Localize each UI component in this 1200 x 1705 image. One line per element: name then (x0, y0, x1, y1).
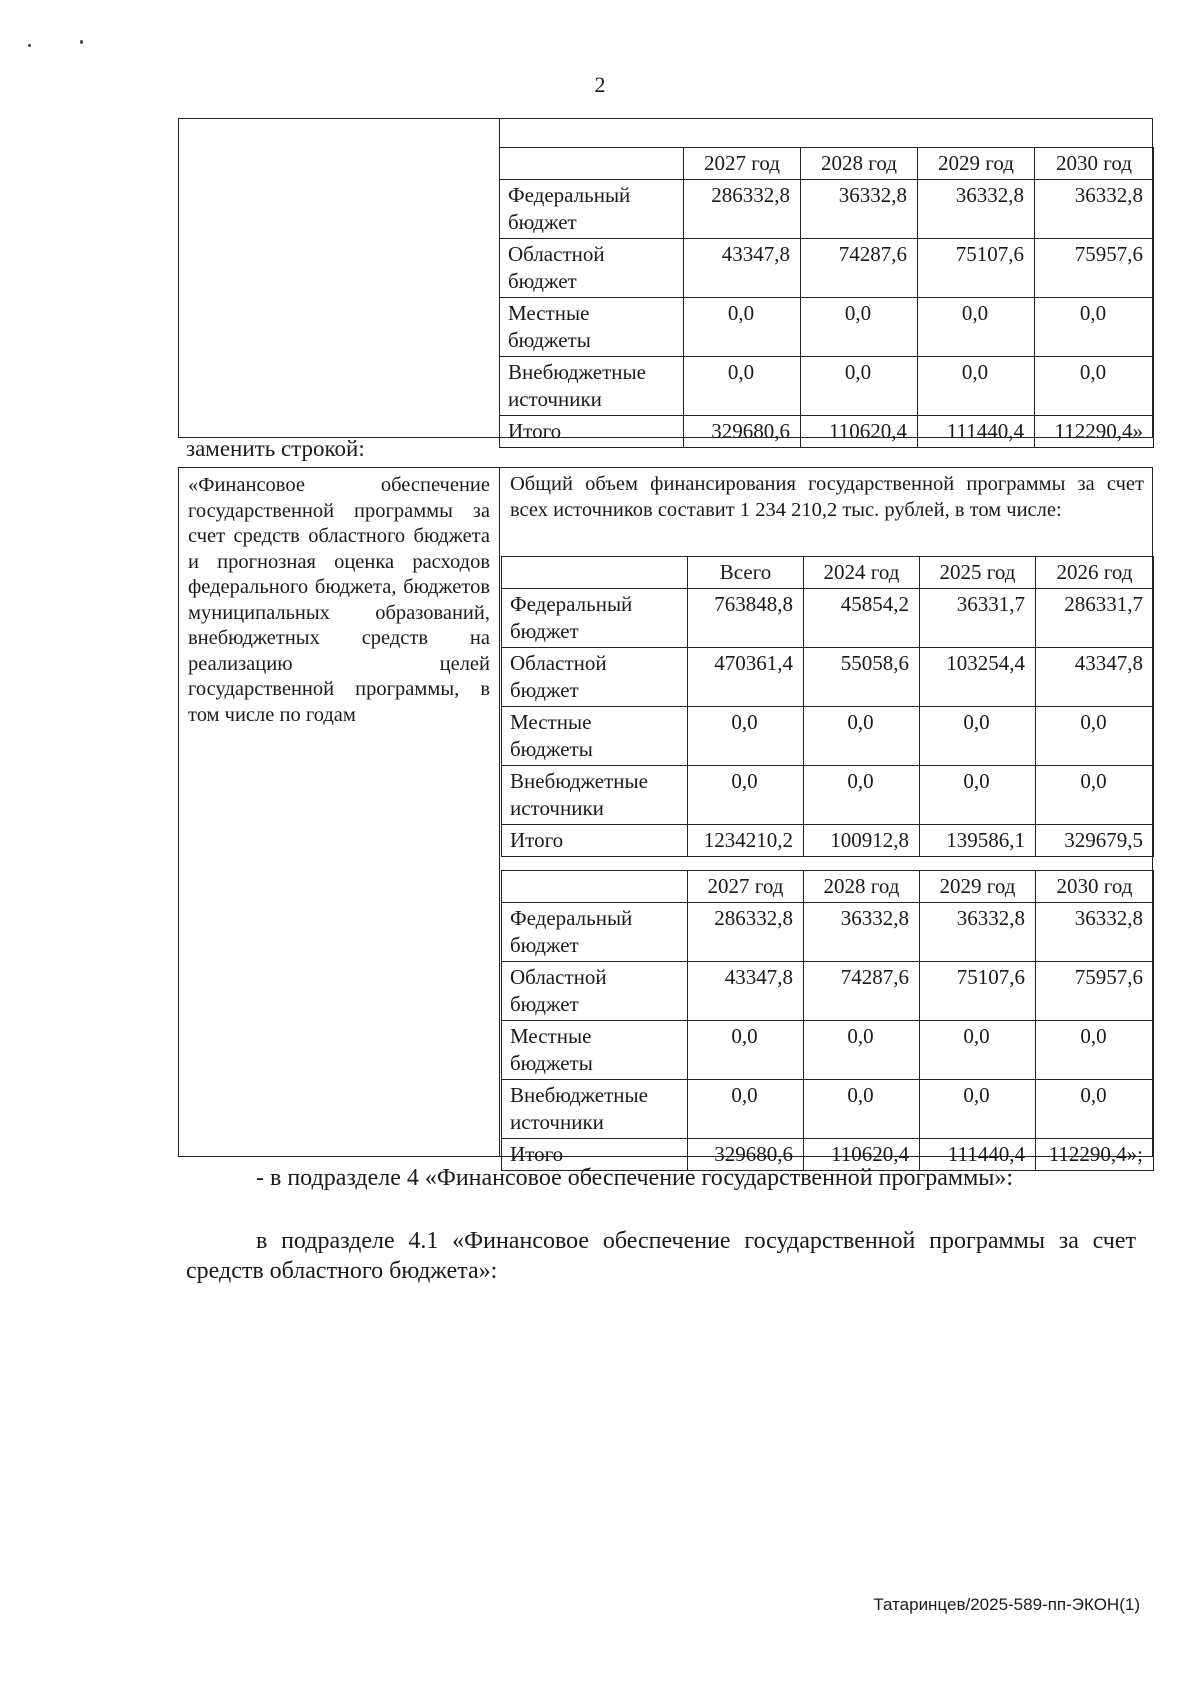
value-cell: 470361,4 (688, 648, 804, 707)
row-label: Местные бюджеты (500, 298, 684, 357)
page-number: 2 (594, 72, 606, 97)
value-cell: 74287,6 (804, 962, 920, 1021)
table-row-total (502, 825, 1154, 857)
row-label: Федеральный бюджет (500, 180, 684, 239)
column-header: 2025 год (920, 557, 1036, 589)
table-row (500, 180, 1154, 239)
value-cell: 111440,4 (918, 416, 1035, 448)
year-header: 2029 год (918, 148, 1035, 180)
value-cell: 0,0 (688, 1021, 804, 1080)
table-row (502, 589, 1154, 648)
value-cell: 43347,8 (688, 962, 804, 1021)
value-cell: 0,0 (804, 1080, 920, 1139)
table-header-row (502, 557, 1154, 589)
row-label: Местные бюджеты (502, 1021, 688, 1080)
value-cell: 36332,8 (1035, 180, 1154, 239)
value-cell: 36332,8 (801, 180, 918, 239)
value-cell: 0,0 (801, 298, 918, 357)
table-row (502, 766, 1154, 825)
new-row-divider (499, 467, 500, 1157)
year-header: 2030 год (1036, 871, 1154, 903)
value-cell: 36332,8 (920, 903, 1036, 962)
value-cell: 36331,7 (920, 589, 1036, 648)
row-label: Итого (502, 825, 688, 857)
column-header: Всего (688, 557, 804, 589)
column-header: 2024 год (804, 557, 920, 589)
value-cell: 0,0 (1036, 707, 1154, 766)
new-row-intro-text: Общий объем финансирования государственной программы за счет всех источников составит 1 234 210,2 тыс. рублей, в том числе: (510, 473, 1144, 521)
value-cell: 103254,4 (920, 648, 1036, 707)
value-cell: 329679,5 (1036, 825, 1154, 857)
top-financing-table (499, 147, 1154, 448)
empty-header-cell (500, 148, 684, 180)
value-cell: 43347,8 (684, 239, 801, 298)
paragraph-subsection-4-1 (186, 1226, 1136, 1286)
scan-speck (28, 44, 31, 47)
row-label: Итого (502, 1139, 688, 1171)
year-header: 2027 год (684, 148, 801, 180)
value-cell: 112290,4»; (1036, 1139, 1154, 1171)
table-row (502, 903, 1154, 962)
value-cell: 0,0 (1036, 1080, 1154, 1139)
value-cell: 763848,8 (688, 589, 804, 648)
row-label: Внебюджетные источники (502, 1080, 688, 1139)
row-label: Областной бюджет (500, 239, 684, 298)
value-cell: 36332,8 (1036, 903, 1154, 962)
value-cell: 0,0 (804, 707, 920, 766)
row-label: Внебюджетные источники (502, 766, 688, 825)
replace-caption: заменить строкой: (186, 436, 365, 461)
value-cell: 286331,7 (1036, 589, 1154, 648)
financing-table-2027-2030 (501, 870, 1154, 1171)
value-cell: 36332,8 (804, 903, 920, 962)
value-cell: 0,0 (920, 707, 1036, 766)
table-row (502, 1080, 1154, 1139)
table-row (500, 239, 1154, 298)
value-cell: 43347,8 (1036, 648, 1154, 707)
value-cell: 0,0 (1036, 766, 1154, 825)
value-cell: 329680,6 (688, 1139, 804, 1171)
table-row (502, 1021, 1154, 1080)
value-cell: 286332,8 (688, 903, 804, 962)
value-cell: 1234210,2 (688, 825, 804, 857)
value-cell: 74287,6 (801, 239, 918, 298)
table-row (500, 357, 1154, 416)
value-cell: 100912,8 (804, 825, 920, 857)
year-header: 2028 год (804, 871, 920, 903)
value-cell: 55058,6 (804, 648, 920, 707)
table-row (502, 648, 1154, 707)
value-cell: 0,0 (684, 357, 801, 416)
value-cell: 75107,6 (918, 239, 1035, 298)
value-cell: 0,0 (688, 1080, 804, 1139)
value-cell: 0,0 (918, 298, 1035, 357)
year-header: 2030 год (1035, 148, 1154, 180)
table-header-row (502, 871, 1154, 903)
table-row (502, 707, 1154, 766)
row-label: Федеральный бюджет (502, 589, 688, 648)
row-label: Итого (500, 416, 684, 448)
value-cell: 0,0 (801, 357, 918, 416)
row-label: Внебюджетные источники (500, 357, 684, 416)
empty-header-cell (502, 557, 688, 589)
value-cell: 0,0 (920, 766, 1036, 825)
value-cell: 75107,6 (920, 962, 1036, 1021)
value-cell: 111440,4 (920, 1139, 1036, 1171)
value-cell: 0,0 (920, 1080, 1036, 1139)
value-cell: 0,0 (804, 766, 920, 825)
value-cell: 0,0 (920, 1021, 1036, 1080)
value-cell: 0,0 (688, 707, 804, 766)
column-header: 2026 год (1036, 557, 1154, 589)
value-cell: 110620,4 (801, 416, 918, 448)
financing-table-2024-2026 (501, 556, 1154, 857)
value-cell: 0,0 (684, 298, 801, 357)
value-cell: 139586,1 (920, 825, 1036, 857)
document-code: Татаринцев/2025-589-пп-ЭКОН(1) (873, 1595, 1140, 1614)
value-cell: 75957,6 (1036, 962, 1154, 1021)
paragraph-text: - в подразделе 4 «Финансовое обеспечение государственной программы»: (256, 1165, 1014, 1191)
table-row (502, 962, 1154, 1021)
value-cell: 329680,6 (684, 416, 801, 448)
row-label: Областной бюджет (502, 648, 688, 707)
year-header: 2029 год (920, 871, 1036, 903)
value-cell: 110620,4 (804, 1139, 920, 1171)
value-cell: 286332,8 (684, 180, 801, 239)
new-row-left-text: «Финансовое обеспечение государственной программы за счет средств областного бюджета и прогнозная оценка расходов федерального бюджета, бюджетов муниципальных образований, внебюджетных средств на реализацию целей государственной программы, в том числе по годам (188, 474, 490, 726)
value-cell: 0,0 (688, 766, 804, 825)
table-header-row (500, 148, 1154, 180)
table-row-total (500, 416, 1154, 448)
table-row (500, 298, 1154, 357)
value-cell: 0,0 (1035, 298, 1154, 357)
year-header: 2028 год (801, 148, 918, 180)
row-label: Федеральный бюджет (502, 903, 688, 962)
value-cell: 36332,8 (918, 180, 1035, 239)
value-cell: 45854,2 (804, 589, 920, 648)
year-header: 2027 год (688, 871, 804, 903)
row-label: Местные бюджеты (502, 707, 688, 766)
value-cell: 0,0 (1036, 1021, 1154, 1080)
paragraph-subsection-4 (186, 1163, 1136, 1193)
paragraph-text: в подразделе 4.1 «Финансовое обеспечение государственной программы за счет средств областного бюджета»: (186, 1228, 1136, 1284)
value-cell: 0,0 (804, 1021, 920, 1080)
value-cell: 112290,4» (1035, 416, 1154, 448)
value-cell: 0,0 (918, 357, 1035, 416)
value-cell: 0,0 (1035, 357, 1154, 416)
scan-speck (80, 40, 83, 44)
value-cell: 75957,6 (1035, 239, 1154, 298)
row-label: Областной бюджет (502, 962, 688, 1021)
empty-header-cell (502, 871, 688, 903)
